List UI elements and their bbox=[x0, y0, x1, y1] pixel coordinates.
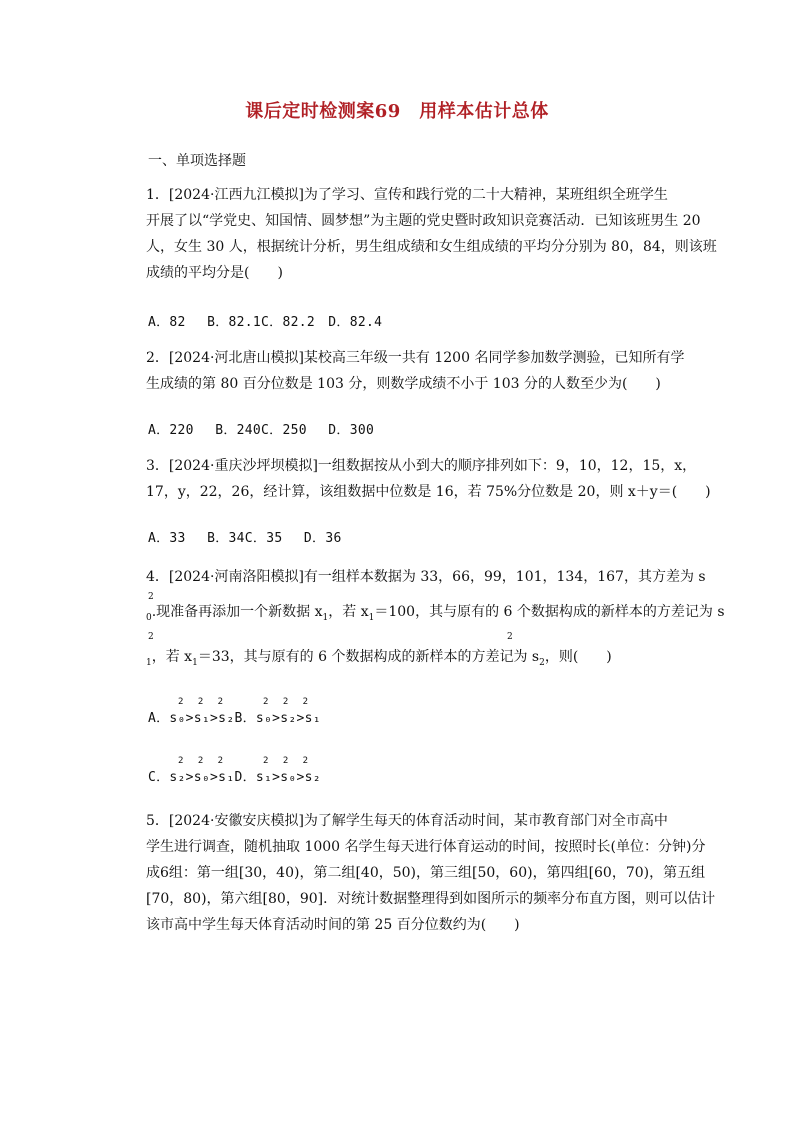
q1-line-1: 1．[2024·江西九江模拟]为了学习、宣传和践行党的二十大精神，某班组织全班学生 bbox=[146, 187, 668, 203]
q5-line-5: 该市高中学生每天体育活动时间的第 25 百分位数约为( ) bbox=[146, 917, 520, 933]
q4-sup-2: 2 bbox=[148, 632, 154, 642]
q4-line-2f: ＝100，其与原有的 6 个数据构成的新样本的方差记为 s bbox=[374, 604, 725, 620]
q4-line-3f: ，则( ) bbox=[544, 649, 612, 665]
question-5 bbox=[146, 808, 716, 938]
section-heading: 一、单项选择题 bbox=[148, 153, 246, 169]
q4-options-cd: C．s₂>s₀>s₁D．s₁>s₀>s₂ bbox=[148, 770, 321, 785]
q4-line-2b: .现准备再添加一个新数据 x bbox=[151, 604, 323, 620]
q1-options: A．82 B．82.1C．82.2 D．82.4 bbox=[148, 315, 383, 330]
q1-line-3: 人，女生 30 人，根据统计分析，男生组成绩和女生组成绩的平均分分别为 80，84，则该班 bbox=[146, 239, 717, 255]
question-4 bbox=[146, 564, 706, 590]
q4-line-3b: ，若 x bbox=[151, 649, 193, 665]
q4-line-1: 4．[2024·河南洛阳模拟]有一组样本数据为 33，66，99，101，134，167，其方差为 s bbox=[146, 569, 706, 585]
q4-sup-3: 2 bbox=[507, 632, 513, 642]
q4-sub-1d: 1 bbox=[192, 657, 198, 668]
q3-options: A．33 B．34C．35 D．36 bbox=[148, 531, 342, 546]
q5-line-2: 学生进行调查，随机抽取 1000 名学生每天进行体育运动的时间，按照时长(单位：分钟)分 bbox=[146, 839, 706, 855]
question-3 bbox=[146, 453, 711, 505]
q4-sub-1c: 1 bbox=[146, 657, 152, 668]
q3-line-1: 3．[2024·重庆沙坪坝模拟]一组数据按从小到大的顺序排列如下：9，10，12，15，x， bbox=[146, 458, 697, 474]
question-4-line-3 bbox=[146, 644, 656, 676]
q1-line-2: 开展了以“学党史、知国情、圆梦想”为主题的党史暨时政知识竞赛活动．已知该班男生 20 bbox=[146, 213, 701, 229]
q4-optA-sup: 2 2 2 bbox=[178, 697, 224, 707]
q1-line-4: 成绩的平均分是( ) bbox=[146, 265, 283, 281]
q2-options: A．220 B．240C．250 D．300 bbox=[148, 423, 375, 438]
question-2 bbox=[146, 345, 685, 397]
q5-line-4: [70，80)，第六组[80，90]．对统计数据整理得到如图所示的频率分布直方图，则可以估计 bbox=[146, 891, 716, 907]
q3-line-2: 17，y，22，26，经计算，该组数据中位数是 16，若 75%分位数是 20，则 x＋y＝( ) bbox=[146, 484, 711, 500]
q4-sub-2: 2 bbox=[539, 657, 545, 668]
question-1 bbox=[146, 182, 717, 286]
q4-optB-sup: 2 2 2 bbox=[263, 697, 309, 707]
q4-optC-sup: 2 2 2 bbox=[178, 756, 224, 766]
q4-line-2d: ，若 x bbox=[328, 604, 369, 620]
q4-optD-sup: 2 2 2 bbox=[263, 756, 309, 766]
page-title: 课后定时检测案69 用样本估计总体 bbox=[245, 101, 549, 122]
q2-line-1: 2．[2024·河北唐山模拟]某校高三年级一共有 1200 名同学参加数学测验，已知所有学 bbox=[146, 350, 685, 366]
q2-line-2: 生成绩的第 80 百分位数是 103 分，则数学成绩不小于 103 分的人数至少为( ) bbox=[146, 376, 661, 392]
q5-line-1: 5．[2024·安徽安庆模拟]为了解学生每天的体育活动时间，某市教育部门对全市高中 bbox=[146, 813, 668, 829]
q4-line-3d: ＝33，其与原有的 6 个数据构成的新样本的方差记为 s bbox=[197, 649, 540, 665]
q5-line-3: 成6组：第一组[30，40)，第二组[40，50)，第三组[50，60)，第四组[60，70)，第五组 bbox=[146, 865, 706, 881]
q4-sup-1: 2 bbox=[148, 592, 154, 602]
q4-sub-0: 0 bbox=[146, 612, 152, 623]
q4-sub-1b: 1 bbox=[368, 612, 375, 623]
q4-sub-1a: 1 bbox=[322, 612, 329, 623]
q4-options-ab: A．s₀>s₁>s₂B．s₀>s₂>s₁ bbox=[148, 711, 321, 726]
question-4-line-2 bbox=[146, 599, 725, 631]
